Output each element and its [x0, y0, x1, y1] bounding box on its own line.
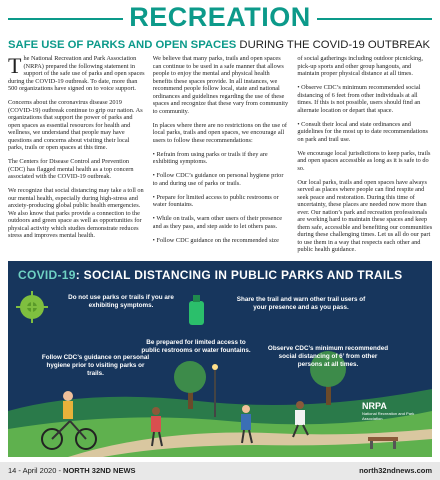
section-title: RECREATION	[129, 2, 311, 32]
bullet-item: • Follow CDC guidance on the recommended size	[152, 236, 279, 244]
footer-page-info	[8, 466, 136, 475]
paragraph: We recognize that social distancing may take a toll on our mental health, especially during high-stress and anxiety-producing global public health emergencies. We also know that parks provide a connection to the outdoors and green space as well as opportunities for physical activity which studies demonstrate reduces stress and improves mental health.	[8, 187, 144, 239]
article-column-3	[297, 55, 434, 260]
logo-tagline: National Recreation and Park Association	[362, 411, 415, 421]
callout-distancing: Observe CDC’s minimum recommended social distancing of 6’ from other persons at all times.	[267, 345, 389, 369]
paragraph: The Centers for Disease Control and Prevention (CDC) has flagged mental health as a top concern associated with the COVID-19 outbreak.	[8, 158, 134, 180]
title-rest: : SOCIAL DISTANCING IN PUBLIC PARKS AND TRAILS	[75, 268, 403, 282]
callout-restrooms: Be prepared for limited access to public restrooms or water fountains.	[141, 339, 251, 355]
article-body	[8, 55, 434, 260]
paragraph: We encourage local jurisdictions to keep parks, trails and open spaces accessible as long as it is safe to do so.	[297, 149, 431, 172]
bullet-item: • While on trails, warn other users of their presence and as they pass, and step aside to let others pass.	[152, 215, 283, 230]
footer-website: north32ndnews.com	[359, 466, 432, 475]
footer-publication: NORTH 32ND NEWS	[63, 466, 136, 475]
infographic-panel	[8, 261, 432, 457]
article-headline	[8, 38, 434, 52]
page-footer	[0, 462, 440, 480]
paragraph: he National Recreation and Park Association (NRPA) prepared the following statement in support of the safe use of parks and open spaces during the COVID-19 outbreak. To date, more than 500 organizations have signed on to voice support.	[8, 55, 145, 92]
callout-share-trail: Share the trail and warn other trail users of your presence and as you pass.	[236, 296, 366, 312]
headline-rest: DURING THE COVID-19 OUTBREAK	[236, 39, 431, 51]
bullet-item: • Consult their local and state ordinances and guidelines for the most up to date recommendations on park and trail use.	[297, 120, 428, 143]
paragraph: of social gatherings including outdoor picnicking, pick-up sports and other group hangouts, and maintain proper physical distance at all times.	[297, 55, 423, 77]
headline-bold: SAFE USE OF PARKS AND OPEN SPACES	[8, 39, 237, 51]
article-column-1	[8, 55, 145, 260]
drop-cap: T	[8, 55, 22, 78]
bullet-item: • Refrain from using parks or trails if they are exhibiting symptoms.	[152, 150, 268, 165]
bullet-item: • Observe CDC’s minimum recommended social distancing of 6 feet from other individuals at all times. If this is not possible, users should find an alternate location or depart that space.	[297, 84, 421, 114]
paragraph: Our local parks, trails and open spaces have always served as places where people can find respite and seek peace and restoration. During this time of uncertainty, these places are needed now more than ever. Our nation’s park and recreation professionals are working hard to maintain these spaces and keep them safe, accessible and benefiting our communities during these challenging times. Let us all do our part to use them in a way that respects each other and public health guidance.	[297, 178, 433, 253]
paragraph: Concerns about the coronavirus disease 2019 (COVID-19) outbreak continue to grip our nation. As organizations that support the power of parks and open spaces as essential resources for health and wellness, we understand that people may have questions and concerns about visiting their local parks, trails or open spaces at this time.	[8, 99, 143, 151]
footer-page: 14 - April 2020 -	[8, 466, 64, 475]
nrpa-logo	[362, 402, 428, 421]
title-accent: COVID-19	[18, 268, 76, 282]
article-column-2	[153, 55, 290, 260]
section-header	[0, 2, 440, 32]
paragraph: We believe that many parks, trails and open spaces can continue to be used in a safe manner that allows people to enjoy the mental and physical health benefits these spaces provide. In all instances, we recommend people follow local, state and national ordinances and guidelines regarding the use of these spaces and recognize that these vary from community to community.	[152, 55, 289, 115]
infographic-title	[18, 268, 402, 282]
bullet-item: • Follow CDC’s guidance on personal hygiene prior to and during use of parks or trails.	[152, 172, 284, 187]
bullet-item: • Prepare for limited access to public restrooms or water fountains.	[152, 193, 279, 208]
paragraph: In places where there are no restrictions on the use of local parks, trails and open spaces, we encourage all users to follow these recommendations:	[152, 121, 287, 144]
logo-wordmark: NRPA	[362, 401, 387, 411]
callout-hygiene: Follow CDC’s guidance on personal hygiene prior to visiting parks or trails.	[41, 354, 150, 378]
callout-symptoms: Do not use parks or trails if you are exhibiting symptoms.	[68, 294, 174, 310]
